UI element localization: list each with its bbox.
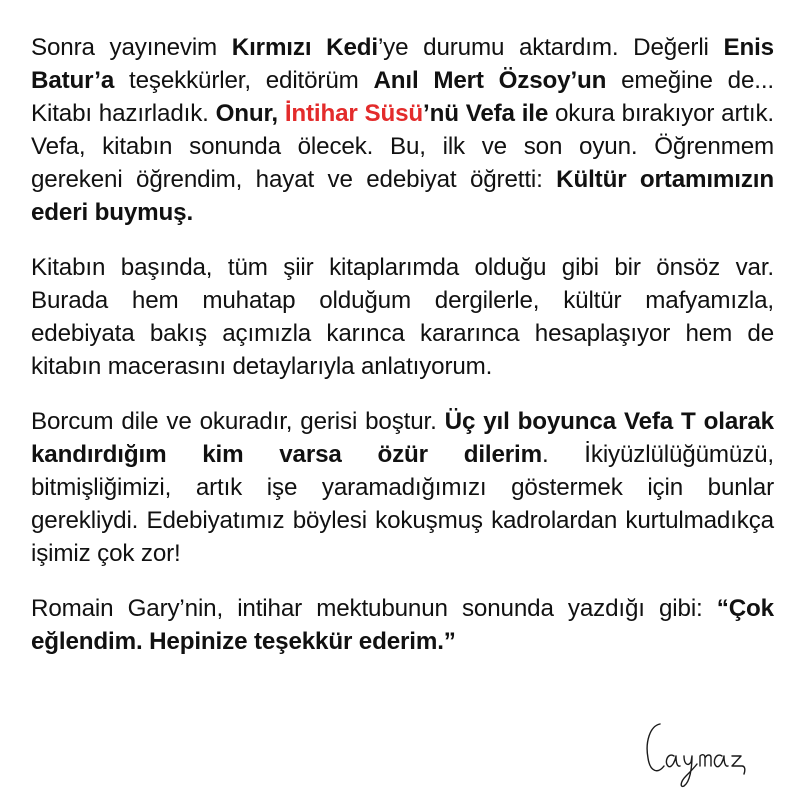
text-segment: Sonra yayınevim xyxy=(31,34,232,61)
text-segment: emeğine de... Kitabı hazırladık. xyxy=(31,67,774,127)
paragraph-4 xyxy=(31,592,774,658)
document-body xyxy=(31,31,774,680)
text-segment: teşekkürler, editörüm xyxy=(114,67,374,94)
text-segment: Kitabın başında, tüm şiir kitaplarımda olduğu gibi bir önsöz var. Burada hem muhatap olduğum dergilerle, kültür mafyamızla, edebiyata bakış açımızla karınca kararınca hesaplaşıyor hem de kitabın macerasını detaylarıyla anlatıyorum. xyxy=(31,254,774,380)
emphasis-statement: Kültür ortamımızın ederi buymuş. xyxy=(31,166,774,226)
text-segment: okura bırakıyor artık. Vefa, kitabın sonunda ölecek. Bu, ilk ve son oyun. Öğrenmem gerekeni öğrendim, hayat ve edebiyat öğretti: xyxy=(31,100,774,193)
person-name-enis-batur: Enis Batur’a xyxy=(31,34,774,94)
signature-scribble-icon xyxy=(640,712,760,792)
paragraph-2 xyxy=(31,251,774,383)
person-name-onur: Onur, xyxy=(215,100,285,127)
apology-statement: Üç yıl boyunca Vefa T olarak kandırdığım kim varsa özür dilerim xyxy=(31,408,774,468)
handwritten-signature xyxy=(640,712,760,792)
text-segment-bold: ’nü Vefa ile xyxy=(423,100,549,127)
text-segment: ’ye durumu aktardım. Değerli xyxy=(377,34,724,61)
closing-quote: “Çok eğlendim. Hepinize teşekkür ederim.” xyxy=(31,595,774,655)
text-segment: . İkiyüzlülüğümüzü, bitmişliğimizi, artık işe yaramadığımızı göstermek için bunlar gerekliydi. Edebiyatımız böylesi kokuşmuş kadrolardan kurtulmadıkça işimiz çok zor! xyxy=(31,441,774,567)
person-name-editor: Anıl Mert Özsoy’un xyxy=(373,67,607,94)
paragraph-1 xyxy=(31,31,774,229)
paragraph-3 xyxy=(31,405,774,570)
text-segment: Borcum dile ve okuradır, gerisi boştur. xyxy=(31,408,445,435)
text-segment: Romain Gary’nin, intihar mektubunun sonunda yazdığı gibi: xyxy=(31,595,717,622)
publisher-name: Kırmızı Kedi xyxy=(231,34,378,61)
book-title-highlight: İntihar Süsü xyxy=(284,100,424,127)
